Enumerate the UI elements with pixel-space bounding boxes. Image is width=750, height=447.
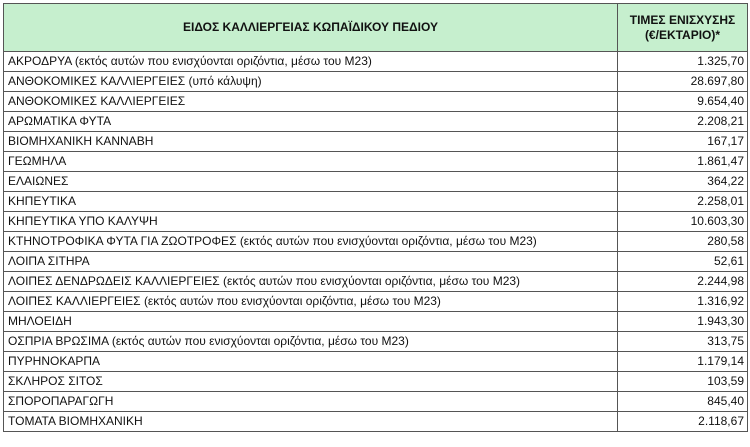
table-row [4,292,748,312]
price-cell: 845,40 [618,392,748,412]
crop-cell: ΣΚΛΗΡΟΣ ΣΙΤΟΣ [4,372,618,392]
price-column-header [618,4,748,52]
price-cell: 2.208,21 [618,112,748,132]
price-cell: 167,17 [618,132,748,152]
price-cell: 2.258,01 [618,192,748,212]
table-row [4,72,748,92]
subsidy-table [3,3,748,432]
crop-cell: ΚΤΗΝΟΤΡΟΦΙΚΑ ΦΥΤΑ ΓΙΑ ΖΩΟΤΡΟΦΕΣ (εκτός αυτών που ενισχύονται οριζόντια, μέσω του Μ23) [4,232,618,252]
price-cell: 28.697,80 [618,72,748,92]
table-row [4,352,748,372]
table-row [4,392,748,412]
price-cell: 2.244,98 [618,272,748,292]
price-cell: 10.603,30 [618,212,748,232]
crop-cell: ΛΟΙΠΑ ΣΙΤΗΡΑ [4,252,618,272]
table-row [4,212,748,232]
crop-cell: ΑΡΩΜΑΤΙΚΑ ΦΥΤΑ [4,112,618,132]
table-row [4,172,748,192]
crop-cell: ΓΕΩΜΗΛΑ [4,152,618,172]
crop-cell: ΑΚΡΟΔΡΥΑ (εκτός αυτών που ενισχύονται οριζόντια, μέσω του Μ23) [4,52,618,72]
price-cell: 313,75 [618,332,748,352]
price-cell: 1.179,14 [618,352,748,372]
crop-column-header: ΕΙΔΟΣ ΚΑΛΛΙΕΡΓΕΙΑΣ ΚΩΠΑΪΔΙΚΟΥ ΠΕΔΙΟΥ [4,4,618,52]
price-cell: 280,58 [618,232,748,252]
table-body [4,52,748,432]
table-row [4,92,748,112]
crop-cell: ΚΗΠΕΥΤΙΚΑ [4,192,618,212]
price-header-line2: (€/ΕΚΤΑΡΙΟ)* [644,27,721,42]
table-header-row [4,4,748,52]
table-row [4,152,748,172]
table-row [4,272,748,292]
table-row [4,192,748,212]
crop-cell: ΟΣΠΡΙΑ ΒΡΩΣΙΜΑ (εκτός αυτών που ενισχύονται οριζόντια, μέσω του Μ23) [4,332,618,352]
price-header-line1: ΤΙΜΕΣ ΕΝΙΣΧΥΣΗΣ [629,12,736,27]
crop-cell: ΚΗΠΕΥΤΙΚΑ ΥΠΟ ΚΑΛΥΨΗ [4,212,618,232]
price-cell: 1.861,47 [618,152,748,172]
price-cell: 1.943,30 [618,312,748,332]
table-row [4,252,748,272]
table-row [4,232,748,252]
price-cell: 1.325,70 [618,52,748,72]
price-cell: 103,59 [618,372,748,392]
crop-cell: ΑΝΘΟΚΟΜΙΚΕΣ ΚΑΛΛΙΕΡΓΕΙΕΣ (υπό κάλυψη) [4,72,618,92]
table-row [4,52,748,72]
table-row [4,132,748,152]
table-row [4,312,748,332]
table-row [4,332,748,352]
crop-cell: ΠΥΡΗΝΟΚΑΡΠΑ [4,352,618,372]
crop-cell: ΒΙΟΜΗΧΑΝΙΚΗ ΚΑΝΝΑΒΗ [4,132,618,152]
price-cell: 364,22 [618,172,748,192]
crop-cell: ΣΠΟΡΟΠΑΡΑΓΩΓΗ [4,392,618,412]
crop-cell: ΛΟΙΠΕΣ ΚΑΛΛΙΕΡΓΕΙΕΣ (εκτός αυτών που ενισχύονται οριζόντια, μέσω του Μ23) [4,292,618,312]
price-cell: 2.118,67 [618,412,748,432]
table-row [4,372,748,392]
crop-cell: ΛΟΙΠΕΣ ΔΕΝΔΡΩΔΕΙΣ ΚΑΛΛΙΕΡΓΕΙΕΣ (εκτός αυτών που ενισχύονται οριζόντια, μέσω του Μ23) [4,272,618,292]
table-row [4,412,748,432]
crop-cell: ΜΗΛΟΕΙΔΗ [4,312,618,332]
price-cell: 9.654,40 [618,92,748,112]
table-row [4,112,748,132]
crop-cell: ΤΟΜΑΤΑ ΒΙΟΜΗΧΑΝΙΚΗ [4,412,618,432]
crop-cell: ΑΝΘΟΚΟΜΙΚΕΣ ΚΑΛΛΙΕΡΓΕΙΕΣ [4,92,618,112]
price-cell: 1.316,92 [618,292,748,312]
price-cell: 52,61 [618,252,748,272]
crop-cell: ΕΛΑΙΩΝΕΣ [4,172,618,192]
